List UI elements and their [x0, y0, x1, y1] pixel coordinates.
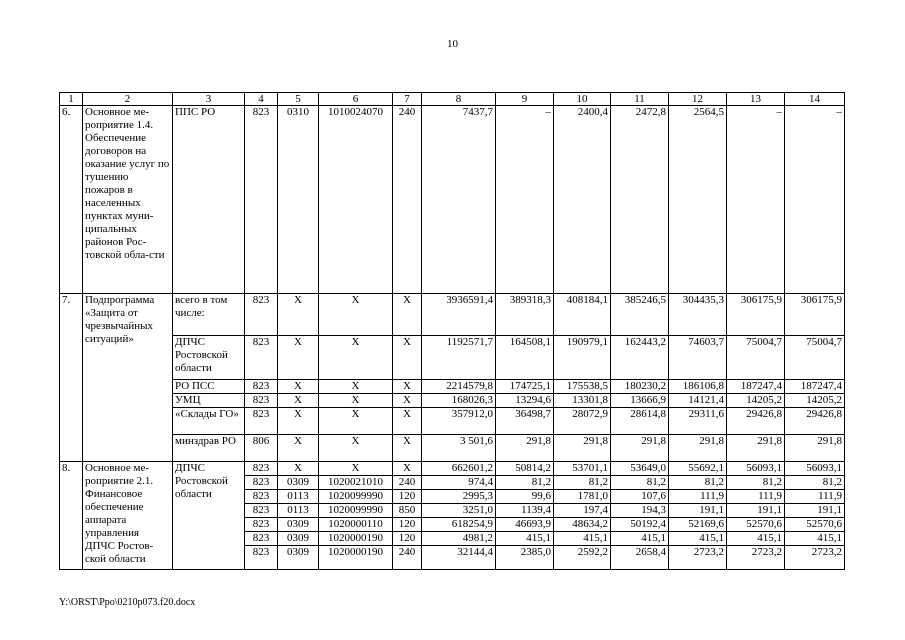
value-cell: 187247,4	[785, 380, 845, 394]
value-cell: 14205,2	[727, 394, 785, 408]
value-cell: 81,2	[554, 476, 611, 490]
column-number: 5	[278, 93, 319, 106]
value-cell: 50192,4	[611, 518, 669, 532]
column-number: 8	[422, 93, 496, 106]
value-cell: 385246,5	[611, 294, 669, 336]
value-cell: 7437,7	[422, 106, 496, 294]
column-number: 7	[393, 93, 422, 106]
value-cell: 56093,1	[785, 462, 845, 476]
value-cell: 823	[245, 336, 278, 380]
value-cell: 75004,7	[727, 336, 785, 380]
value-cell: Х	[278, 380, 319, 394]
value-cell: 81,2	[496, 476, 554, 490]
value-cell: Х	[278, 408, 319, 435]
executor: всего в том числе:	[173, 294, 245, 336]
column-number: 6	[319, 93, 393, 106]
value-cell: 240	[393, 476, 422, 490]
value-cell: 29426,8	[785, 408, 845, 435]
value-cell: –	[727, 106, 785, 294]
table-row	[60, 380, 845, 394]
value-cell: 120	[393, 490, 422, 504]
value-cell: Х	[393, 336, 422, 380]
column-number: 3	[173, 93, 245, 106]
value-cell: Х	[319, 462, 393, 476]
column-number: 1	[60, 93, 83, 106]
value-cell: 2400,4	[554, 106, 611, 294]
table-row	[60, 394, 845, 408]
value-cell: 46693,9	[496, 518, 554, 532]
value-cell: 823	[245, 380, 278, 394]
value-cell: 53649,0	[611, 462, 669, 476]
value-cell: 823	[245, 462, 278, 476]
value-cell: 304435,3	[669, 294, 727, 336]
value-cell: 81,2	[611, 476, 669, 490]
value-cell: 197,4	[554, 504, 611, 518]
value-cell: 2385,0	[496, 546, 554, 570]
value-cell: 186106,8	[669, 380, 727, 394]
value-cell: 13294,6	[496, 394, 554, 408]
value-cell: Х	[393, 408, 422, 435]
value-cell: 415,1	[669, 532, 727, 546]
value-cell: 29311,6	[669, 408, 727, 435]
value-cell: 1781,0	[554, 490, 611, 504]
value-cell: 52169,6	[669, 518, 727, 532]
value-cell: 2723,2	[727, 546, 785, 570]
value-cell: 974,4	[422, 476, 496, 490]
value-cell: 240	[393, 546, 422, 570]
value-cell: 0309	[278, 476, 319, 490]
value-cell: 162443,2	[611, 336, 669, 380]
table-row	[60, 106, 845, 294]
value-cell: Х	[393, 435, 422, 462]
value-cell: 2472,8	[611, 106, 669, 294]
value-cell: 662601,2	[422, 462, 496, 476]
value-cell: 415,1	[496, 532, 554, 546]
value-cell: 823	[245, 106, 278, 294]
value-cell: 2658,4	[611, 546, 669, 570]
column-number-row	[60, 93, 845, 106]
value-cell: 14205,2	[785, 394, 845, 408]
value-cell: 1020000110	[319, 518, 393, 532]
value-cell: 174725,1	[496, 380, 554, 394]
value-cell: 191,1	[785, 504, 845, 518]
value-cell: 13301,8	[554, 394, 611, 408]
value-cell: 291,8	[554, 435, 611, 462]
executor: ДПЧС Ростовской области	[173, 462, 245, 570]
value-cell: 99,6	[496, 490, 554, 504]
value-cell: 823	[245, 504, 278, 518]
activity-name: Основное ме-роприятие 1.4. Обеспечение договоров на оказание услуг по тушению пожаров в населенных пунктах муни-ципальных районов Рос-товской обла-сти	[83, 106, 173, 294]
value-cell: 81,2	[669, 476, 727, 490]
value-cell: 194,3	[611, 504, 669, 518]
value-cell: 3936591,4	[422, 294, 496, 336]
value-cell: Х	[319, 294, 393, 336]
value-cell: 823	[245, 294, 278, 336]
value-cell: 74603,7	[669, 336, 727, 380]
value-cell: 0113	[278, 504, 319, 518]
value-cell: Х	[278, 336, 319, 380]
value-cell: 75004,7	[785, 336, 845, 380]
column-number: 11	[611, 93, 669, 106]
value-cell: 1020000190	[319, 546, 393, 570]
value-cell: 291,8	[611, 435, 669, 462]
activity-name: Основное ме-роприятие 2.1. Финансовое обеспечение аппарата управления ДПЧС Ростов-ской области	[83, 462, 173, 570]
value-cell: Х	[393, 380, 422, 394]
table-row	[60, 462, 845, 476]
file-path-footer: Y:\ORST\Ppo\0210p073.f20.docx	[59, 597, 196, 608]
value-cell: 56093,1	[727, 462, 785, 476]
value-cell: 3 501,6	[422, 435, 496, 462]
value-cell: 36498,7	[496, 408, 554, 435]
value-cell: 28614,8	[611, 408, 669, 435]
row-number: 8.	[60, 462, 83, 570]
value-cell: Х	[278, 435, 319, 462]
value-cell: 291,8	[785, 435, 845, 462]
value-cell: 81,2	[727, 476, 785, 490]
value-cell: 2723,2	[785, 546, 845, 570]
value-cell: 28072,9	[554, 408, 611, 435]
table-row	[60, 294, 845, 336]
budget-table	[59, 92, 845, 570]
value-cell: 52570,6	[785, 518, 845, 532]
value-cell: 50814,2	[496, 462, 554, 476]
value-cell: 32144,4	[422, 546, 496, 570]
value-cell: Х	[393, 462, 422, 476]
table-row	[60, 408, 845, 435]
value-cell: 2592,2	[554, 546, 611, 570]
value-cell: 291,8	[669, 435, 727, 462]
column-number: 12	[669, 93, 727, 106]
value-cell: 180230,2	[611, 380, 669, 394]
value-cell: 806	[245, 435, 278, 462]
value-cell: 29426,8	[727, 408, 785, 435]
column-number: 9	[496, 93, 554, 106]
value-cell: 0310	[278, 106, 319, 294]
value-cell: 415,1	[554, 532, 611, 546]
executor: УМЦ	[173, 394, 245, 408]
value-cell: 14121,4	[669, 394, 727, 408]
value-cell: Х	[319, 435, 393, 462]
value-cell: 3251,0	[422, 504, 496, 518]
value-cell: –	[496, 106, 554, 294]
value-cell: 111,9	[669, 490, 727, 504]
value-cell: 2214579,8	[422, 380, 496, 394]
value-cell: 111,9	[785, 490, 845, 504]
value-cell: 415,1	[727, 532, 785, 546]
executor: РО ПСС	[173, 380, 245, 394]
value-cell: 168026,3	[422, 394, 496, 408]
value-cell: Х	[278, 394, 319, 408]
value-cell: 55692,1	[669, 462, 727, 476]
value-cell: 618254,9	[422, 518, 496, 532]
table-row	[60, 435, 845, 462]
value-cell: 13666,9	[611, 394, 669, 408]
value-cell: 2723,2	[669, 546, 727, 570]
value-cell: 389318,3	[496, 294, 554, 336]
value-cell: 1020099990	[319, 490, 393, 504]
value-cell: 408184,1	[554, 294, 611, 336]
value-cell: 0309	[278, 518, 319, 532]
value-cell: 306175,9	[727, 294, 785, 336]
column-number: 2	[83, 93, 173, 106]
executor: минздрав РО	[173, 435, 245, 462]
column-number: 14	[785, 93, 845, 106]
value-cell: 1020021010	[319, 476, 393, 490]
value-cell: 850	[393, 504, 422, 518]
value-cell: Х	[278, 294, 319, 336]
value-cell: 187247,4	[727, 380, 785, 394]
column-number: 10	[554, 93, 611, 106]
value-cell: 1010024070	[319, 106, 393, 294]
value-cell: Х	[319, 336, 393, 380]
value-cell: 823	[245, 518, 278, 532]
value-cell: 357912,0	[422, 408, 496, 435]
value-cell: 48634,2	[554, 518, 611, 532]
value-cell: 1020000190	[319, 532, 393, 546]
value-cell: 1020099990	[319, 504, 393, 518]
value-cell: 81,2	[785, 476, 845, 490]
value-cell: 53701,1	[554, 462, 611, 476]
value-cell: Х	[393, 394, 422, 408]
value-cell: 191,1	[669, 504, 727, 518]
page-number: 10	[447, 38, 458, 50]
value-cell: 823	[245, 532, 278, 546]
table-row	[60, 336, 845, 380]
value-cell: 164508,1	[496, 336, 554, 380]
value-cell: 111,9	[727, 490, 785, 504]
value-cell: 190979,1	[554, 336, 611, 380]
value-cell: 291,8	[496, 435, 554, 462]
row-number: 7.	[60, 294, 83, 462]
value-cell: Х	[278, 462, 319, 476]
executor: ППС РО	[173, 106, 245, 294]
value-cell: 291,8	[727, 435, 785, 462]
value-cell: 191,1	[727, 504, 785, 518]
value-cell: 0309	[278, 532, 319, 546]
value-cell: 2995,3	[422, 490, 496, 504]
value-cell: 1139,4	[496, 504, 554, 518]
column-number: 4	[245, 93, 278, 106]
value-cell: 1192571,7	[422, 336, 496, 380]
value-cell: Х	[319, 394, 393, 408]
value-cell: 120	[393, 532, 422, 546]
value-cell: 823	[245, 546, 278, 570]
column-number: 13	[727, 93, 785, 106]
value-cell: 823	[245, 394, 278, 408]
activity-name: Подпрограмма «Защита от чрезвычайных ситуаций»	[83, 294, 173, 462]
value-cell: 120	[393, 518, 422, 532]
value-cell: –	[785, 106, 845, 294]
value-cell: 823	[245, 476, 278, 490]
value-cell: Х	[393, 294, 422, 336]
value-cell: 107,6	[611, 490, 669, 504]
value-cell: 415,1	[785, 532, 845, 546]
executor: «Склады ГО»	[173, 408, 245, 435]
value-cell: 0309	[278, 546, 319, 570]
value-cell: 4981,2	[422, 532, 496, 546]
value-cell: 415,1	[611, 532, 669, 546]
value-cell: 2564,5	[669, 106, 727, 294]
value-cell: 306175,9	[785, 294, 845, 336]
value-cell: Х	[319, 380, 393, 394]
value-cell: Х	[319, 408, 393, 435]
executor: ДПЧС Ростовской области	[173, 336, 245, 380]
value-cell: 823	[245, 490, 278, 504]
value-cell: 240	[393, 106, 422, 294]
value-cell: 52570,6	[727, 518, 785, 532]
value-cell: 175538,5	[554, 380, 611, 394]
value-cell: 0113	[278, 490, 319, 504]
value-cell: 823	[245, 408, 278, 435]
row-number: 6.	[60, 106, 83, 294]
